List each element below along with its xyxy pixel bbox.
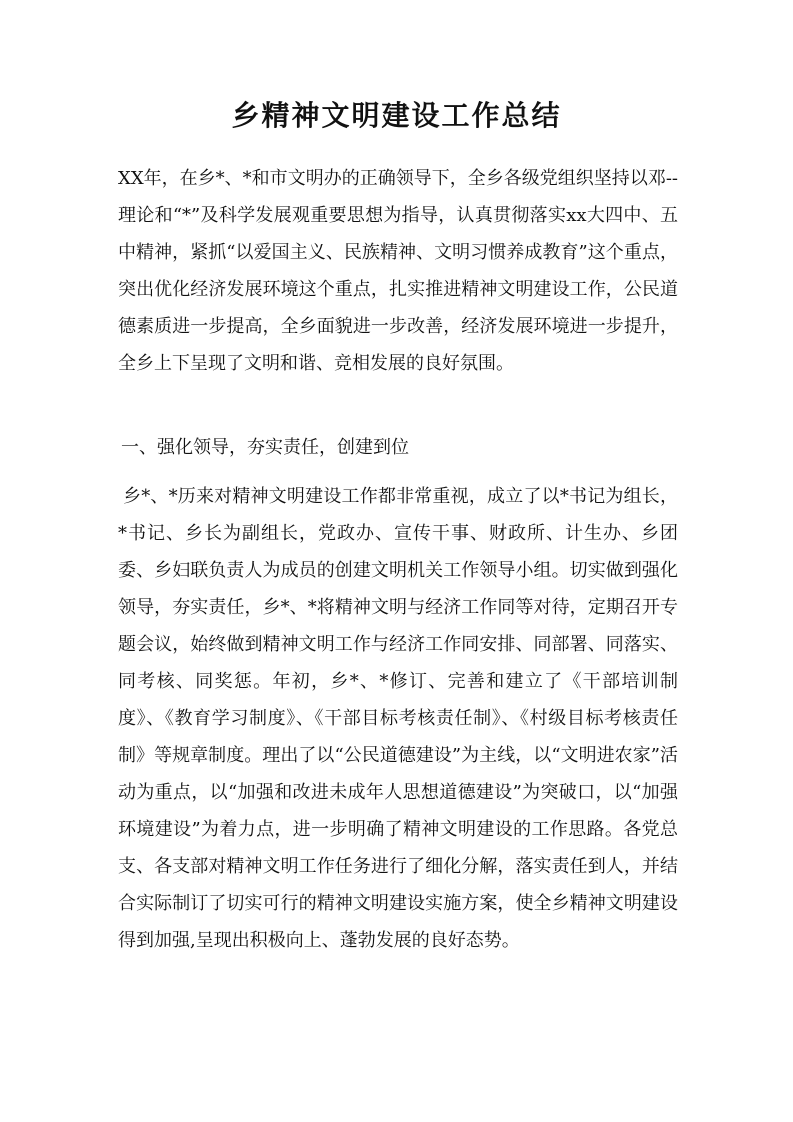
section-body-paragraph: 乡*、*历来对精神文明建设工作都非常重视，成立了以*书记为组长，*书记、乡长为副组长，党政办、宣传干事、财政所、计生办、乡团委、乡妇联负责人为成员的创建文明机关工作领导小组。切实做到强化领导，夯实责任，乡*、*将精神文明与经济工作同等对待，定期召开专题会议，始终做到精神文明工作与经济工作同安排、同部署、同落实、同考核、同奖惩。年初，乡*、*修订、完善和建立了《干部培训制度》、《教育学习制度》、《干部目标考核责任制》、《村级目标考核责任制》等规章制度。理出了以“公民道德建设”为主线，以“文明进农家”活动为重点，以“加强和改进未成年人思想道德建设”为突破口，以“加强环境建设”为着力点，进一步明确了精神文明建设的工作思路。各党总支、各支部对精神文明工作任务进行了细化分解，落实责任到人，并结合实际制订了切实可行的精神文明建设实施方案，使全乡精神文明建设得到加强,呈现出积极向上、蓬勃发展的良好态势。 <box>118 486 678 951</box>
section-heading: 一、强化领导，夯实责任，创建到位 <box>121 437 409 458</box>
intro-paragraph: XX年，在乡*、*和市文明办的正确领导下，全乡各级党组织坚持以邓--理论和“*”及科学发展观重要思想为指导，认真贯彻落实xx大四中、五中精神，紧抓“以爱国主义、民族精神、文明习惯养成教育”这个重点，突出优化经济发展环境这个重点，扎实推进精神文明建设工作，公民道德素质进一步提高，全乡面貌进一步改善，经济发展环境进一步提升，全乡上下呈现了文明和谐、竞相发展的良好氛围。 <box>118 168 678 374</box>
document-title: 乡精神文明建设工作总结 <box>231 99 562 132</box>
